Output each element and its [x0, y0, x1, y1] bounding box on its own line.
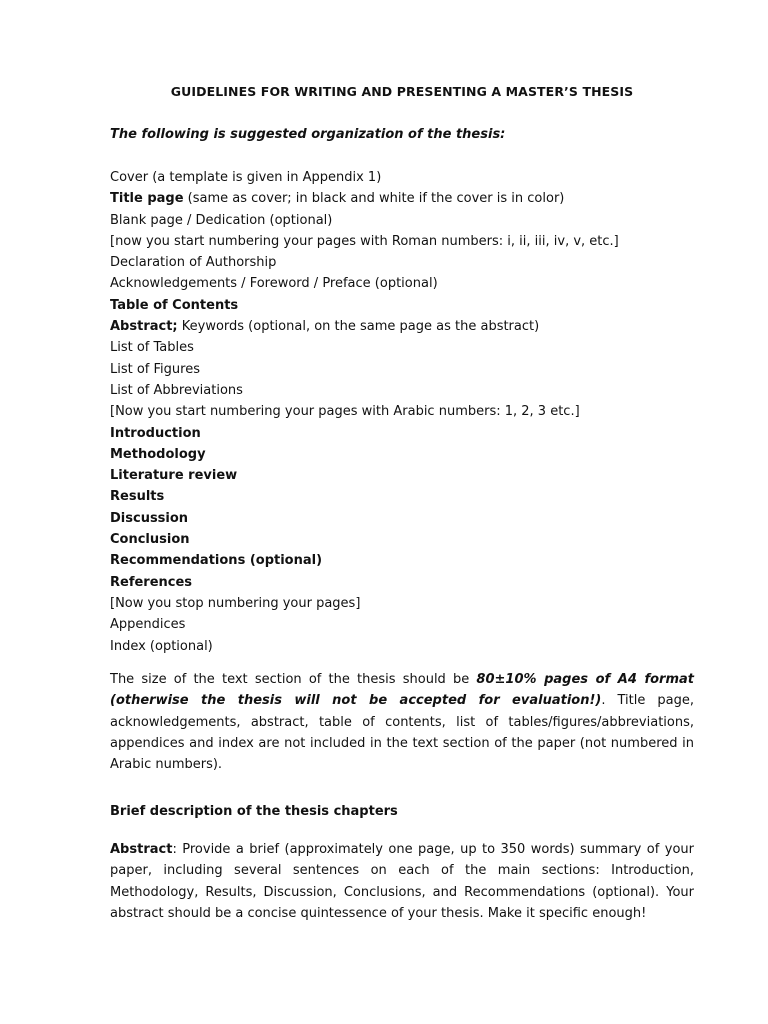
- organization-item: [110, 252, 694, 273]
- organization-item-text: List of Figures: [110, 361, 200, 377]
- organization-item-text: Cover (a template is given in Appendix 1): [110, 170, 382, 185]
- organization-item: [110, 188, 694, 209]
- organization-item: [110, 465, 694, 486]
- organization-item: [110, 572, 694, 593]
- organization-item-bold: References: [110, 574, 193, 590]
- organization-item-bold: Abstract;: [110, 319, 178, 335]
- organization-item-text: Keywords (optional, on the same page as the abstract): [177, 319, 540, 335]
- organization-item-text: Index (optional): [110, 638, 213, 654]
- organization-item: [110, 486, 694, 507]
- thesis-size-paragraph: [110, 669, 694, 775]
- organization-item: [110, 636, 694, 657]
- organization-item-bold: Conclusion: [110, 532, 190, 548]
- abstract-paragraph: [110, 839, 694, 924]
- organization-item-bold: Methodology: [110, 446, 206, 462]
- organization-item-bold: Table of Contents: [110, 297, 239, 313]
- organization-item: [110, 273, 694, 294]
- organization-item: [110, 295, 694, 316]
- organization-item-bold: Title page: [110, 191, 184, 207]
- organization-list: [110, 167, 694, 657]
- organization-item: [110, 210, 694, 231]
- organization-item: [110, 423, 694, 444]
- organization-item: [110, 614, 694, 635]
- organization-item-text: Blank page / Dedication (optional): [110, 212, 333, 228]
- organization-item-text: List of Abbreviations: [110, 382, 243, 398]
- organization-item-text: Declaration of Authorship: [110, 255, 277, 271]
- organization-item: [110, 359, 694, 380]
- organization-item: [110, 529, 694, 550]
- organization-item: [110, 316, 694, 337]
- organization-item-text: List of Tables: [110, 340, 194, 356]
- abstract-text: : Provide a brief (approximately one page, up to 350 words) summary of your paper, including several sentences on each of the main sections: Introduction, Methodology, Results, Discussion, Conclusions, and Recommendations (optional). Your abstract should be a concise quintessence of your thesis. Make it specific enough!: [110, 842, 694, 921]
- chapters-heading: Brief description of the thesis chapters: [110, 804, 398, 819]
- size-intro-text: The size of the text section of the thesis should be: [110, 672, 477, 687]
- organization-item: [110, 444, 694, 465]
- organization-item-bold: Discussion: [110, 510, 189, 526]
- size-rest-text: . Title page, acknowledgements, abstract, table of contents, list of tables/figures/abbreviations, appendices and index are not included in the text section of the paper (not numbered in Arabic numbers).: [110, 693, 695, 773]
- organization-item: [110, 231, 694, 252]
- organization-item: [110, 401, 694, 422]
- organization-item: [110, 508, 694, 529]
- abstract-label: Abstract: [110, 842, 173, 857]
- document-page: [110, 0, 694, 1024]
- organization-item-bold: Results: [110, 489, 165, 505]
- organization-item-text: [now you start numbering your pages with Roman numbers: i, ii, iii, iv, v, etc.]: [110, 233, 619, 249]
- document-title: GUIDELINES FOR WRITING AND PRESENTING A MASTER’S THESIS: [170, 84, 634, 99]
- organization-item-bold: Introduction: [110, 425, 201, 441]
- organization-item: [110, 380, 694, 401]
- organization-item-bold: Literature review: [110, 468, 238, 484]
- organization-item: [110, 593, 694, 614]
- organization-item-text: Acknowledgements / Foreword / Preface (optional): [110, 276, 438, 292]
- organization-item-text: [Now you start numbering your pages with Arabic numbers: 1, 2, 3 etc.]: [110, 404, 580, 420]
- size-emphasis-text: 80±10% pages of A4 format (otherwise the thesis will not be accepted for evaluation!): [110, 672, 694, 709]
- organization-item-text: Appendices: [110, 617, 186, 633]
- organization-item-text: [Now you stop numbering your pages]: [110, 595, 361, 611]
- organization-item: [110, 167, 694, 188]
- organization-item-text: (same as cover; in black and white if the cover is in color): [183, 191, 565, 207]
- organization-item: [110, 337, 694, 358]
- organization-item-bold: Recommendations (optional): [110, 553, 323, 569]
- organization-item: [110, 550, 694, 571]
- organization-subtitle: The following is suggested organization of the thesis:: [110, 127, 506, 142]
